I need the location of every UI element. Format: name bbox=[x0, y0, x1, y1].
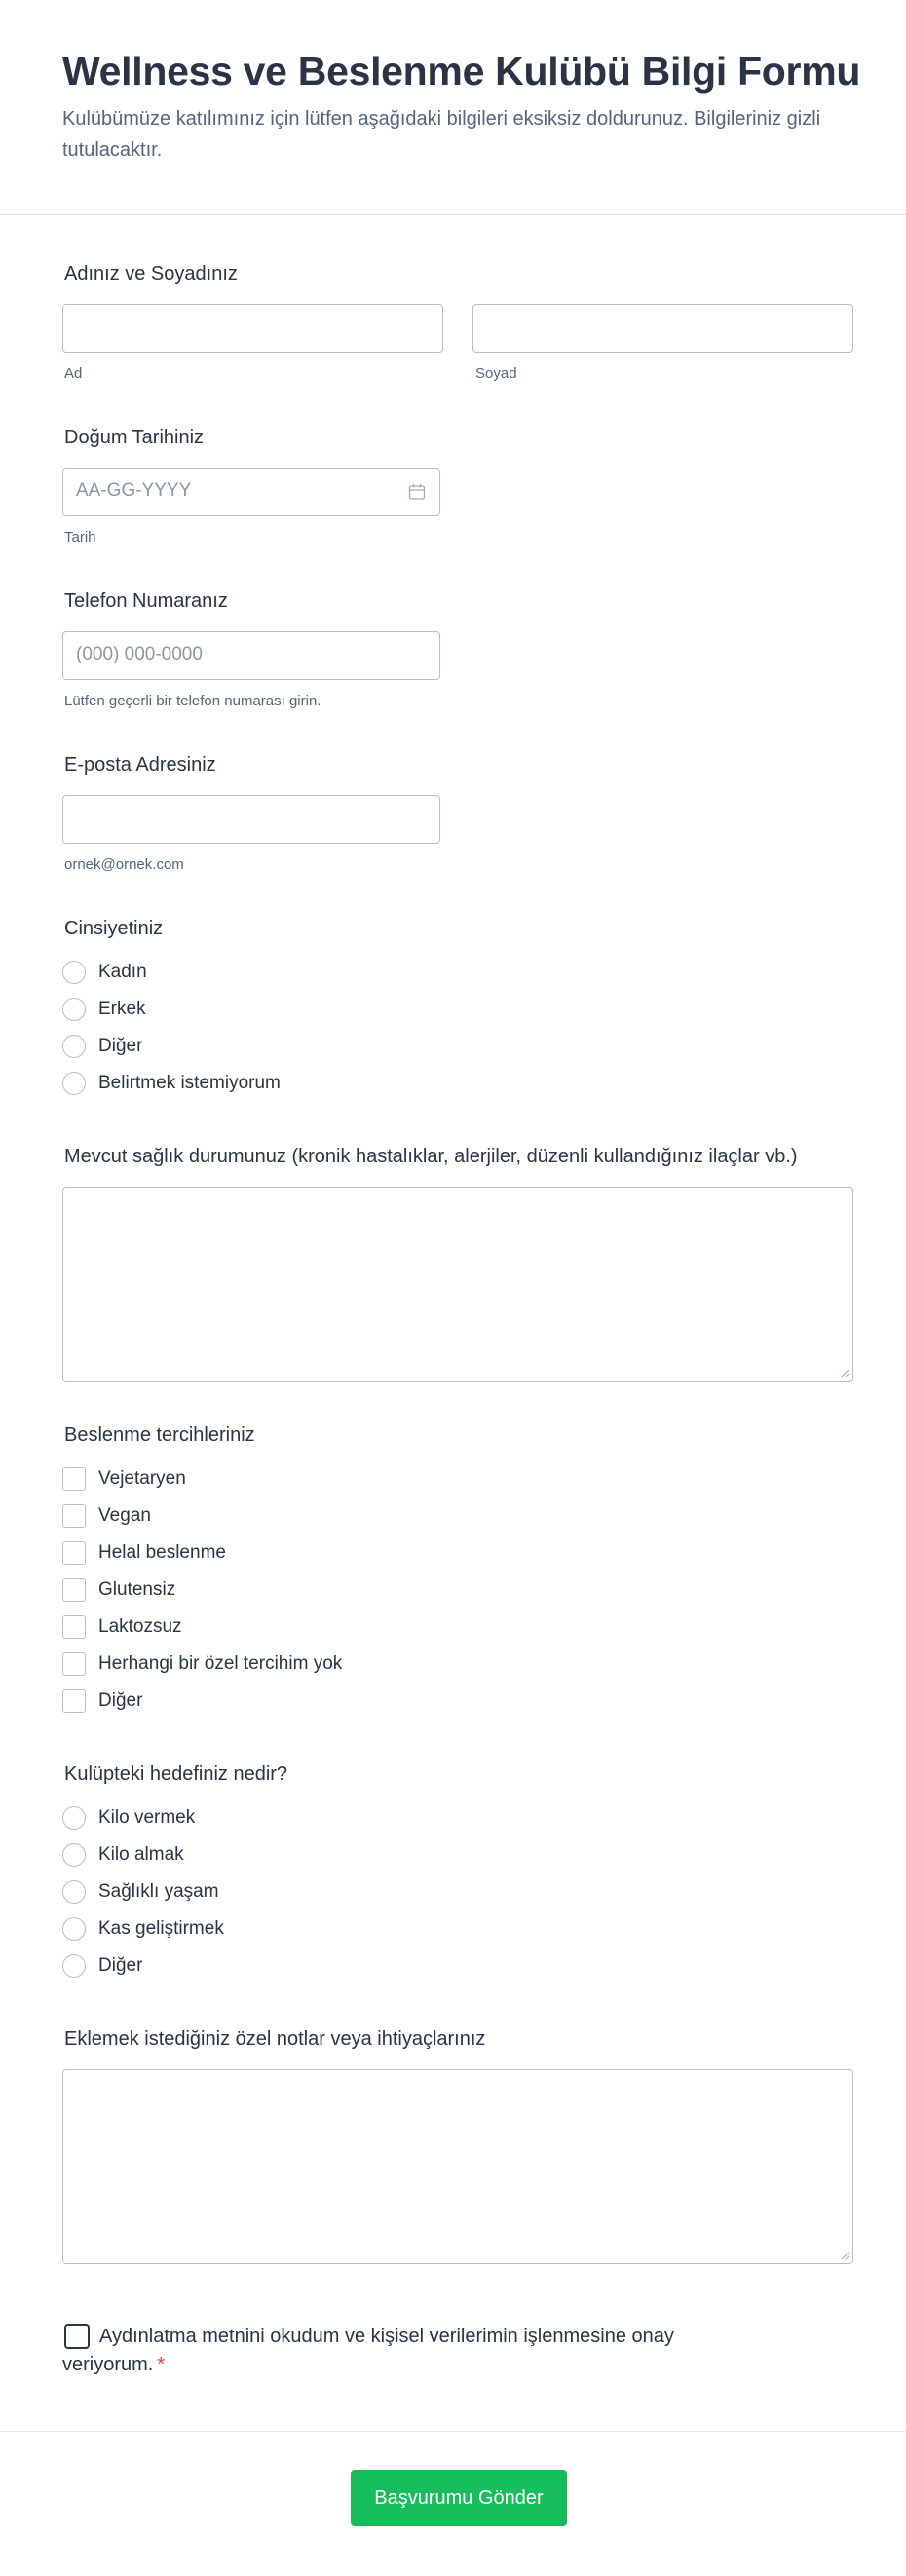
full-name-label: Adınız ve Soyadınız bbox=[64, 263, 238, 284]
submit-button[interactable]: Başvurumu Gönder bbox=[351, 2470, 567, 2526]
phone-placeholder: (000) 000-0000 bbox=[76, 644, 203, 664]
first-name-input[interactable] bbox=[62, 304, 443, 353]
radio-button[interactable] bbox=[62, 998, 86, 1021]
notes-textarea[interactable] bbox=[62, 2069, 853, 2264]
radio-button[interactable] bbox=[62, 1035, 86, 1058]
radio-button[interactable] bbox=[62, 1917, 86, 1941]
diet-label: Beslenme tercihleriniz bbox=[64, 1424, 255, 1446]
email-label: E-posta Adresiniz bbox=[64, 754, 216, 776]
last-name-sublabel: Soyad bbox=[475, 365, 517, 382]
radio-button[interactable] bbox=[62, 1843, 86, 1867]
email-sublabel: ornek@ornek.com bbox=[64, 856, 184, 873]
footer-divider bbox=[0, 2431, 906, 2432]
form-description: Kulübümüze katılımınız için lütfen aşağıdaki bilgileri eksiksiz doldurunuz. Bilgileriniz gizli tutulacaktır. bbox=[62, 108, 821, 161]
last-name-input[interactable] bbox=[472, 304, 853, 353]
birthdate-input[interactable] bbox=[62, 468, 440, 516]
gender-label: Cinsiyetiniz bbox=[64, 918, 164, 939]
first-name-sublabel: Ad bbox=[64, 365, 83, 382]
consent-label: Aydınlatma metnini okudum ve kişisel verilerimin işlenmesine onay veriyorum. bbox=[62, 2326, 674, 2375]
notes-label: Eklemek istediğiniz özel notlar veya ihtiyaçlarınız bbox=[64, 2028, 486, 2050]
checkbox[interactable] bbox=[62, 1689, 86, 1713]
checkbox[interactable] bbox=[62, 1504, 86, 1528]
calendar-icon[interactable] bbox=[408, 483, 426, 501]
health-textarea[interactable] bbox=[62, 1187, 853, 1382]
radio-button[interactable] bbox=[62, 1806, 86, 1830]
radio-button[interactable] bbox=[62, 1954, 86, 1978]
checkbox[interactable] bbox=[62, 1615, 86, 1639]
checkbox[interactable] bbox=[62, 1578, 86, 1602]
checkbox[interactable] bbox=[62, 1652, 86, 1676]
radio-button[interactable] bbox=[62, 961, 86, 984]
resize-handle-icon[interactable] bbox=[840, 1368, 849, 1378]
phone-label: Telefon Numaranız bbox=[64, 590, 228, 612]
form-title: Wellness ve Beslenme Kulübü Bilgi Formu bbox=[62, 49, 861, 94]
consent-text bbox=[62, 2323, 764, 2379]
radio-button[interactable] bbox=[62, 1072, 86, 1095]
health-label: Mevcut sağlık durumunuz (kronik hastalıklar, alerjiler, düzenli kullandığınız ilaçlar vb.) bbox=[64, 1146, 798, 1167]
required-asterisk: * bbox=[157, 2354, 166, 2375]
checkbox[interactable] bbox=[62, 1467, 86, 1491]
email-input[interactable] bbox=[62, 795, 440, 844]
goal-label: Kulüpteki hedefiniz nedir? bbox=[64, 1763, 288, 1785]
birthdate-placeholder: AA-GG-YYYY bbox=[76, 480, 192, 501]
resize-handle-icon[interactable] bbox=[840, 2251, 849, 2260]
form-header bbox=[0, 0, 906, 215]
birthdate-sublabel: Tarih bbox=[64, 529, 96, 546]
phone-input[interactable] bbox=[62, 631, 440, 680]
checkbox[interactable] bbox=[62, 1541, 86, 1565]
phone-sublabel: Lütfen geçerli bir telefon numarası girin. bbox=[64, 693, 321, 709]
radio-button[interactable] bbox=[62, 1880, 86, 1904]
birthdate-label: Doğum Tarihiniz bbox=[64, 427, 205, 448]
